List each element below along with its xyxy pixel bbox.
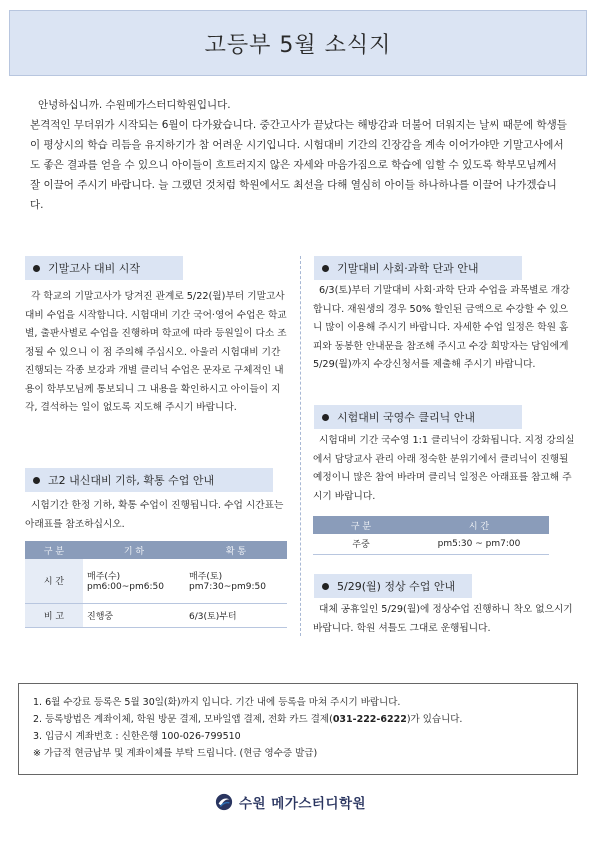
payment-notice-box <box>18 683 578 775</box>
table-row <box>313 534 549 554</box>
notice-line-3: 3. 입금시 계좌번호 : 신한은행 100-026-799510 <box>33 731 241 742</box>
notice-line-1: 1. 6월 수강료 등록은 5월 30일(화)까지 입니다. 기간 내에 등록을 마쳐 주시기 바랍니다. <box>33 697 401 708</box>
table-row <box>25 559 287 603</box>
notice-line-2-end: )가 있습니다. <box>406 714 463 725</box>
section-heading-label: 기말대비 사회·과학 단과 안내 <box>337 262 479 275</box>
schedule-table-clinic <box>313 516 549 555</box>
table-header: 구 분 <box>313 516 409 534</box>
bullet-icon <box>322 583 329 590</box>
column-divider <box>300 256 301 636</box>
section-heading-social-science <box>314 256 522 280</box>
table-cell: 매주(수) pm6:00~pm6:50 <box>83 559 185 603</box>
table-cell: 6/3(토)부터 <box>185 603 287 627</box>
megastudy-logo-icon <box>215 793 233 811</box>
table-cell: 매주(토) pm7:30~pm9:50 <box>185 559 287 603</box>
bullet-icon <box>33 477 40 484</box>
section-heading-normal-class <box>314 574 472 598</box>
section-body-geometry-stats: 시험기간 한정 기하, 확통 수업이 진행됩니다. 수업 시간표는 아래표를 참조하십시오. <box>25 500 284 530</box>
footer-brand-name: 수원 메가스터디학원 <box>239 796 367 812</box>
section-heading-clinic <box>314 405 522 429</box>
section-heading-final-exam <box>25 256 183 280</box>
intro-greeting: 안녕하십니까. 수원메가스터디학원입니다. <box>38 99 231 111</box>
table-header: 확 통 <box>185 541 287 559</box>
table-cell: 시 간 <box>25 559 83 603</box>
bullet-icon <box>322 265 329 272</box>
title-banner <box>9 10 587 76</box>
section-heading-label: 기말고사 대비 시작 <box>48 262 141 275</box>
table-header-row <box>313 516 549 534</box>
table-cell: 비 고 <box>25 603 83 627</box>
notice-line-4: ※ 가급적 현금납부 및 계좌이체를 부탁 드립니다. (현금 영수증 발급) <box>33 748 318 759</box>
intro-body: 본격적인 무더위가 시작되는 6월이 다가왔습니다. 중간고사가 끝났다는 해방감과 더불어 더워지는 날씨 때문에 학생들이 평상시의 학습 리듬을 유지하기가 참 어려운 시기입니다. 시험대비 기간의 긴장감을 계속 이어가야만 기말고사에서도 좋은 결과를 얻을 수 있으니 아이들이 흐트러지지 않은 자세와 마음가짐으로 학습에 임할 수 있도록 학부모님께서 잘 이끌어 주시기 바랍니다. 늘 그랬던 것처럼 학원에서도 최선을 다해 열심히 아이들 하나하나를 이끌어 나가겠습니다. <box>30 119 567 211</box>
notice-line-2-text: 2. 등록방법은 계좌이체, 학원 방문 결제, 모바일앱 결제, 전화 카드 결제( <box>33 714 333 725</box>
phone-number: 031-222-6222 <box>332 714 407 725</box>
table-row <box>25 603 287 627</box>
table-header: 시 간 <box>409 516 549 534</box>
section-body-final-exam: 각 학교의 기말고사가 당겨진 관계로 5/22(월)부터 기말고사 대비 수업을 시작합니다. 시험대비 기간 국어·영어 수업은 학교별, 출판사별로 수업을 진행하며 학교에 따라 등원일이 다소 조정될 수 있으니 이 점 주의해 주십시오. 아울러 시험대비 기간 진행되는 각종 보강과 개별 클리닉 수업은 문자로 구체적인 내용이 학부모님께 통보되니 그 내용을 확인하시고 아이들이 지각, 결석하는 일이 없도록 지도해 주시기 바랍니다. <box>25 291 287 413</box>
footer-logo <box>215 790 366 814</box>
section-heading-geometry-stats <box>25 468 273 492</box>
intro-paragraph <box>30 95 570 215</box>
section-body-normal-class: 대체 공휴일인 5/29(월)에 정상수업 진행하니 착오 없으시기 바랍니다. 학원 셔틀도 그대로 운행됩니다. <box>313 604 573 634</box>
section-body-clinic: 시험대비 기간 국수영 1:1 클리닉이 강화됩니다. 지정 강의실에서 담당교사 관리 아래 정숙한 분위기에서 클리닉이 진행될 예정이니 많은 참여 바라며 클리닉 일정은 아래표를 참고해 주시기 바랍니다. <box>313 435 575 502</box>
table-header: 기 하 <box>83 541 185 559</box>
bullet-icon <box>33 265 40 272</box>
table-header: 구 분 <box>25 541 83 559</box>
notice-line-2 <box>33 711 563 728</box>
section-heading-label: 5/29(월) 정상 수업 안내 <box>337 580 456 593</box>
table-header-row <box>25 541 287 559</box>
section-heading-label: 시험대비 국영수 클리닉 안내 <box>337 411 476 424</box>
section-heading-label: 고2 내신대비 기하, 확통 수업 안내 <box>48 474 215 487</box>
table-cell: 진행중 <box>83 603 185 627</box>
table-cell: 주중 <box>313 534 409 554</box>
bullet-icon <box>322 414 329 421</box>
schedule-table-geometry-stats <box>25 541 287 628</box>
section-body-social-science: 6/3(토)부터 기말대비 사회·과학 단과 수업을 과목별로 개강합니다. 재원생의 경우 50% 할인된 금액으로 수강할 수 있으니 많이 이용해 주시기 바랍니다. 자세한 수업 일정은 학원 홈피와 동봉한 안내문을 참조해 주시고 수강 희망자는 담임에게 5/29(월)까지 수강신청서를 제출해 주시기 바랍니다. <box>313 285 570 370</box>
page-title: 고등부 5월 소식지 <box>204 32 392 58</box>
table-cell: pm5:30 ~ pm7:00 <box>409 534 549 554</box>
